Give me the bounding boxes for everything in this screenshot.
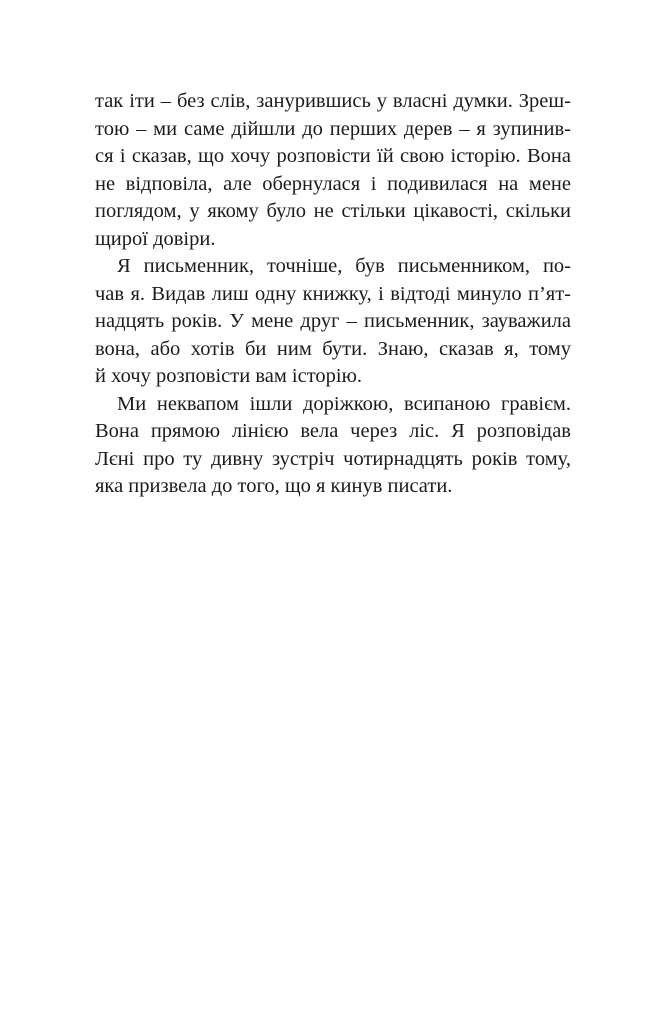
paragraph bbox=[95, 253, 571, 391]
text-line: Лєні про ту дивну зустріч чотирнадцять років тому, bbox=[95, 447, 571, 470]
text-line: поглядом, у якому було не стільки цікавості, скільки bbox=[95, 200, 571, 222]
paragraph bbox=[95, 88, 571, 253]
text-line: так іти – без слів, занурившись у власні думки. Зреш- bbox=[95, 90, 571, 112]
text-line: Ми неквапом ішли доріжкою, всипаною гравієм. bbox=[117, 392, 571, 415]
paragraph bbox=[95, 391, 571, 501]
body-text bbox=[95, 88, 571, 501]
text-line: ся і сказав, що хочу розповісти їй свою історію. Вона bbox=[95, 145, 571, 167]
text-line: вона, або хотів би ним бути. Знаю, сказав я, тому bbox=[95, 337, 571, 360]
text-line: Я письменник, точніше, був письменником, по- bbox=[117, 255, 571, 277]
text-line: Вона прямою лінією вела через ліс. Я розповідав bbox=[95, 420, 571, 442]
text-line: не відповіла, але обернулася і подивилася на мене bbox=[95, 172, 571, 195]
text-line: й хочу розповісти вам історію. bbox=[95, 365, 363, 387]
text-line: щирої довіри. bbox=[95, 227, 216, 250]
text-line: надцять років. У мене друг – письменник, зауважила bbox=[95, 310, 571, 332]
text-line: чав я. Видав лиш одну книжку, і відтоді минуло п’ят- bbox=[95, 282, 571, 305]
text-line: яка призвела до того, що я кинув писати. bbox=[95, 475, 453, 497]
text-line: тою – ми саме дійшли до перших дерев – я зупинив- bbox=[95, 117, 571, 140]
